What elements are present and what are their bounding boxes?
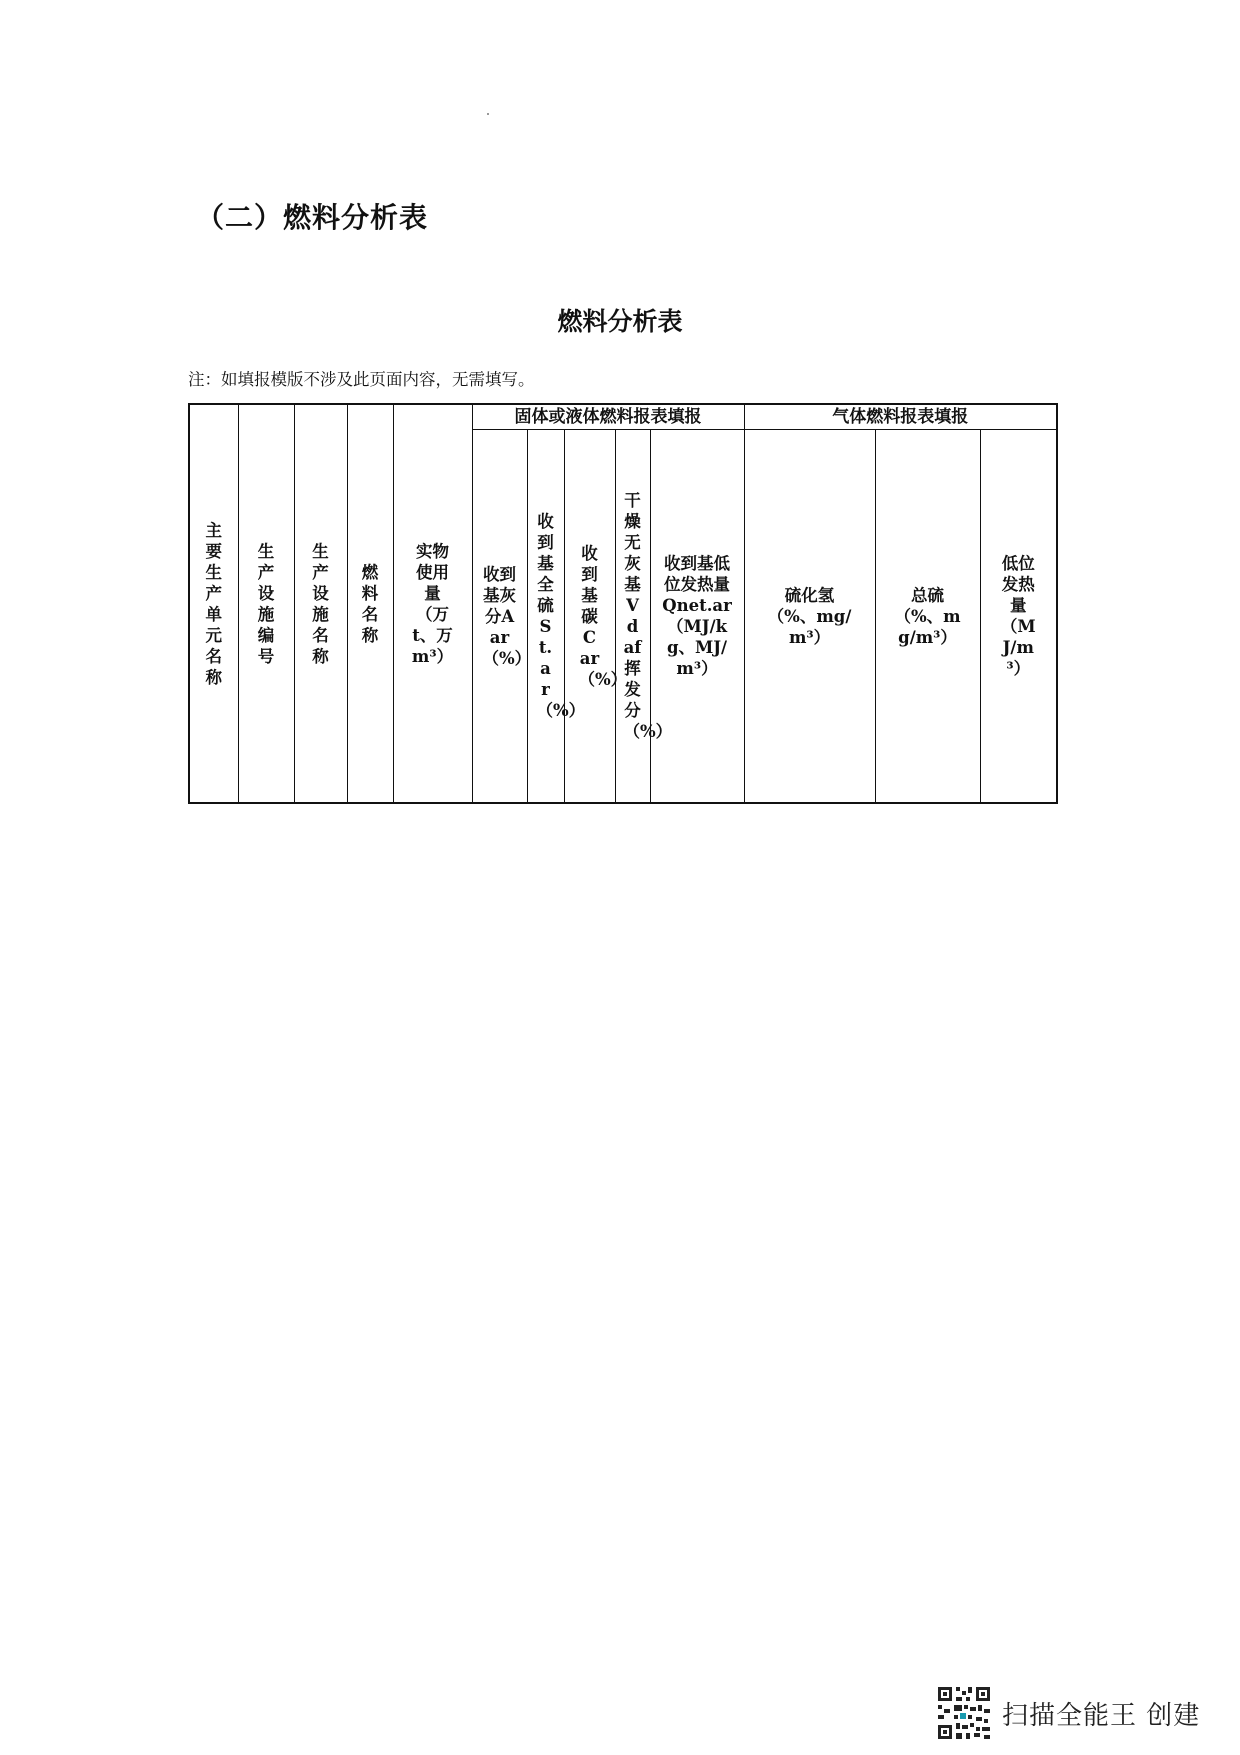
col-header-label: 低位发热量（MJ/m³） (1000, 554, 1036, 678)
col-header-label: 收到基全硫St.ar（%） (536, 512, 586, 720)
group-header-solid-liquid: 固体或液体燃料报表填报 (472, 404, 744, 430)
col-header-label: 生产设施编号 (257, 541, 275, 666)
col-header-total-sulfur-gas (875, 430, 980, 804)
col-header-label: 硫化氢（%、mg/m³） (767, 585, 852, 647)
fuel-analysis-table (188, 403, 1058, 804)
scanner-watermark-text: 扫描全能王 创建 (1002, 1700, 1201, 1731)
col-header-facility-name (294, 404, 347, 803)
col-header-label: 干燥无灰基Vdaf挥发分（%） (623, 491, 673, 741)
col-header-ash-aar (472, 430, 532, 804)
table-title: 燃料分析表 (557, 307, 683, 336)
col-header-low-calorific (980, 430, 1057, 804)
col-header-hydrogen-sulfide (744, 430, 875, 804)
col-header-carbon-car (564, 430, 628, 804)
col-header-label: 收到基低位发热量Qnet.ar（MJ/kg、MJ/m³） (662, 554, 732, 678)
col-header-label: 实物使用量（万t、万m³） (411, 541, 454, 666)
col-header-total-sulfur-star (527, 430, 586, 804)
group-header-gas: 气体燃料报表填报 (744, 404, 1057, 430)
col-header-volatile-vdaf (615, 430, 673, 804)
col-header-label: 燃料名称 (361, 562, 379, 645)
col-header-facility-id (238, 404, 294, 803)
qr-code-icon (936, 1685, 992, 1741)
col-header-calorific-qnet (650, 430, 744, 804)
col-header-fuel-name (347, 404, 393, 803)
col-header-label: 主要生产单元名称 (205, 520, 222, 687)
col-header-label: 生产设施名称 (312, 541, 329, 666)
col-header-label: 收到基碳Car（%） (578, 543, 628, 689)
col-header-label: 收到基灰分Aar（%） (482, 564, 532, 668)
col-header-label: 总硫（%、mg/m³） (894, 585, 961, 647)
col-header-main-unit-name (189, 404, 238, 803)
scanner-watermark (936, 1685, 1200, 1741)
scan-speck (487, 113, 489, 115)
fill-note: 注：如填报模版不涉及此页面内容，无需填写。 (188, 370, 535, 389)
section-heading: （二）燃料分析表 (196, 201, 429, 234)
col-header-usage-amount (393, 404, 472, 803)
